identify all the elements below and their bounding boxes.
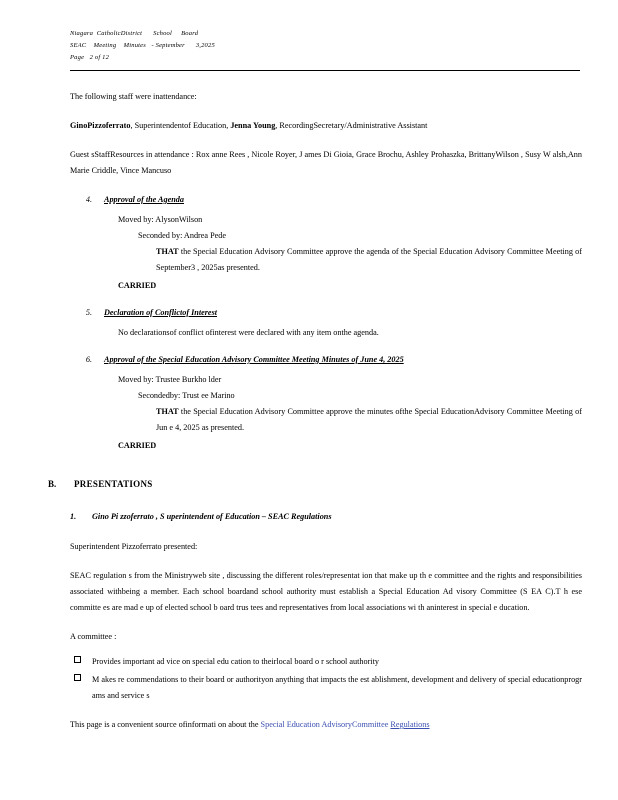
agenda-item-5-number: 5. [85,307,92,317]
presentation-item-1 [70,509,582,525]
list-item [70,654,582,670]
header-divider [70,70,580,71]
link-regulations[interactable]: Regulations [390,720,430,730]
section-label: PRESENTATIONS [74,478,153,489]
agenda-item-4-title: Approval of the Agenda [104,194,184,204]
document-body [48,89,582,733]
agenda-item-6 [70,352,582,454]
presentation-paragraph-1: SEAC regulation s from the Ministryweb site , discussing the different roles/representat ion that make up th e committee and the rights and responsibilities associated withbeing a member. Each school boardand school authority must establish a Special Education Ad visory Committee (S EA C).T h ese committe es are mad e up of elected school b oard trus tees and representatives from local associations wi th aninterest in special e ducation. [70,571,582,613]
agenda-item-4-carried: CARRIED [118,280,157,290]
presentation-paragraph-2: A committee : [70,632,117,642]
agenda-item-4-seconded: Seconded by: Andrea Pede [138,230,226,240]
agenda-item-6-moved: Moved by: Trustee Burkho lder [118,374,222,384]
presentation-item-1-title: Gino Pi zzoferrato , S uperintendent of Education – SEAC Regulations [92,512,332,522]
staff-name-1: GinoPizzoferrato [70,121,131,131]
list-item-text: Provides important ad vice on special edu cation to theirlocal board o r school authority [92,657,379,667]
agenda-item-4-moved: Moved by: AlysonWilson [118,214,203,224]
square-bullet-icon [74,674,81,681]
list-item-text: M akes re commendations to their board or authorityon anything that impacts the est ablishment, development and delivery of special educationprogr ams and service s [92,675,582,701]
section-letter: B. [48,478,57,489]
staff-paragraph [70,118,582,134]
agenda-item-6-title: Approval of the Special Education Advisory Committee Meeting Minutes of June 4, 2025 [104,354,404,364]
header-line-board: Niagara CatholicDistrict School Board [70,30,199,37]
intro-paragraph: The following staff were inattendance: [70,92,197,102]
header-line-page-number: Page 2 of 12 [70,54,110,62]
agenda-item-4-motion-text: the Special Education Advisory Committee approve the agenda of the Special Education Advisory Committee Meeting of September3 , 2025as presented. [156,246,582,272]
section-presentations [48,476,582,494]
square-bullet-icon [74,656,81,663]
agenda-item-4-motion [156,244,582,276]
agenda-item-4-number: 4. [85,194,92,204]
agenda-item-6-number: 6. [85,354,92,364]
staff-role-1: , Superintendentof Education, [130,121,229,131]
staff-role-2: , RecordingSecretary/Administrative Assistant [275,121,428,131]
staff-name-2: Jenna Young [230,121,276,131]
agenda-item-4-motion-lead: THAT [156,246,179,256]
presentation-bullet-list [70,654,582,704]
agenda-item-6-motion-lead: THAT [156,406,179,416]
agenda-item-6-seconded: Secondedby: Trust ee Marino [138,390,235,400]
header-line-meeting: SEAC Meeting Minutes - September 3,2025 [70,42,215,50]
guests-paragraph: Guest sStaffResources in attendance : Rox anne Rees , Nicole Royer, J ames Di Gioia, Grace Brochu, Ashley Prohaszka, BrittanyWilson , Susy W alsh,Ann Marie Criddle, Vince Mancuso [70,150,582,175]
agenda-item-5-title: Declaration of Conflictof Interest [104,307,218,317]
closing-text: This page is a convenient source ofinformati on about the [70,720,261,730]
presenter-line: Superintendent Pizzoferrato presented: [70,542,198,552]
presentation-item-1-number: 1. [70,512,77,522]
agenda-item-6-motion [156,404,582,436]
list-item [70,672,582,704]
agenda-item-5 [70,305,582,341]
agenda-item-6-carried: CARRIED [118,440,157,450]
link-special-education-advisory-committee[interactable]: Special Education AdvisoryCommittee [260,720,389,730]
page-header [70,28,578,64]
agenda-item-4 [70,192,582,294]
agenda-item-5-text: No declarationsof conflict ofinterest were declared with any item onthe agenda. [118,327,379,337]
presentation-closing-paragraph [70,717,582,733]
agenda-item-6-motion-text: the Special Education Advisory Committee approve the minutes ofthe Special EducationAdvisory Committee Meeting of Jun e 4, 2025 as presented. [156,406,582,432]
